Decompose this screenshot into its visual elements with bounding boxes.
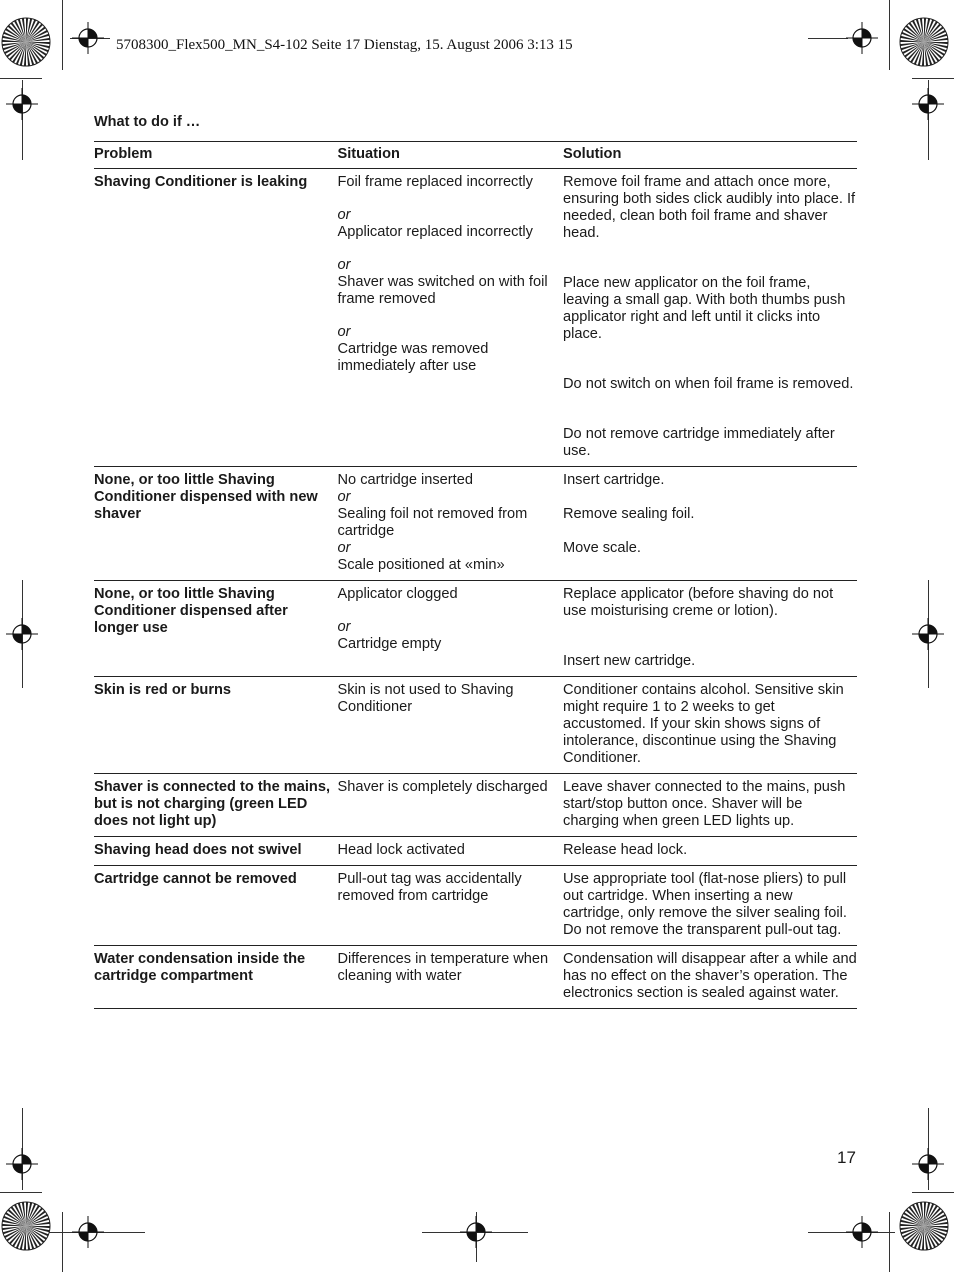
crosshair-icon [842,18,882,58]
solution-text: Release head lock. [563,842,688,858]
situation-cell [337,467,563,581]
trim-line [0,78,42,79]
crosshair-icon [908,1144,948,1184]
situation-text: No cartridge inserted [337,472,473,488]
table-body [94,169,857,1009]
problem-cell: Shaving head does not swivel [94,837,337,866]
situation-text: Applicator clogged [337,586,458,602]
problem-cell: None, or too little Shaving Conditioner dispensed with new shaver [94,467,337,581]
situation-text: Scale positioned at «min» [337,557,505,573]
header-situation: Situation [337,142,563,169]
trim-line [912,78,954,79]
table-row [94,866,857,946]
solution-text: Condensation will disappear after a while and has no effect on the shaver’s operation. The electronics section is sealed against water. [563,951,857,1001]
crosshair-icon [456,1212,496,1252]
solution-cell [563,837,857,866]
crosshair-icon [2,84,42,124]
or-label: or [337,489,351,505]
solution-cell [563,946,857,1009]
situation-text: Differences in temperature when cleaning with water [337,951,549,984]
solution-cell [563,467,857,581]
situation-text: Skin is not used to Shaving Conditioner [337,682,514,715]
solution-text: Place new applicator on the foil frame, leaving a small gap. With both thumbs push applicator right and left until it clicks into place. [563,275,846,342]
situation-text: Shaver was switched on with foil frame removed [337,274,548,307]
starburst-icon [899,1201,949,1251]
table-row [94,837,857,866]
trim-line [62,0,63,70]
table-header-row [94,142,857,169]
situation-text: Cartridge was removed immediately after use [337,341,489,374]
problem-cell: Shaving Conditioner is leaking [94,169,337,467]
problem-cell: Skin is red or burns [94,677,337,774]
table-row [94,677,857,774]
starburst-icon [899,17,949,67]
or-label: or [337,324,351,340]
situation-text: Pull-out tag was accidentally removed from cartridge [337,871,522,904]
starburst-icon [1,1201,51,1251]
situation-cell [337,946,563,1009]
crosshair-icon [2,614,42,654]
solution-text: Do not remove cartridge immediately after use. [563,426,835,459]
or-label: or [337,619,351,635]
situation-text: Shaver is completely discharged [337,779,548,795]
situation-cell [337,169,563,467]
solution-text: Conditioner contains alcohol. Sensitive skin might require 1 to 2 weeks to get accustomed. If your skin shows signs of intolerance, discontinue using the Shaving Conditioner. [563,682,844,766]
solution-text: Remove foil frame and attach once more, ensuring both sides click audibly into place. If needed, clean both foil frame and shaver head. [563,174,856,241]
table-row [94,467,857,581]
situation-text: Sealing foil not removed from cartridge [337,506,528,539]
crosshair-icon [68,1212,108,1252]
crosshair-icon [908,84,948,124]
troubleshooting-table [94,141,857,1009]
situation-cell [337,581,563,677]
table-row [94,946,857,1009]
trim-line [889,1212,890,1272]
situation-cell [337,837,563,866]
solution-text: Move scale. [563,540,641,556]
crosshair-icon [908,614,948,654]
crosshair-icon [842,1212,882,1252]
header-problem: Problem [94,142,337,169]
print-header: 5708300_Flex500_MN_S4-102 Seite 17 Dienstag, 15. August 2006 3:13 15 [116,37,573,53]
solution-cell [563,866,857,946]
trim-line [912,1192,954,1193]
solution-text: Use appropriate tool (flat-nose pliers) to pull out cartridge. When inserting a new cartridge, only remove the silver sealing foil. Do not remove the transparent pull-out tag. [563,871,847,938]
trim-line [62,1212,63,1272]
solution-text: Remove sealing foil. [563,506,695,522]
or-label: or [337,207,351,223]
solution-text: Replace applicator (before shaving do not use moisturising creme or lotion). [563,586,834,619]
trim-line [889,0,890,70]
problem-cell: Water condensation inside the cartridge compartment [94,946,337,1009]
table-row [94,169,857,467]
situation-cell [337,677,563,774]
solution-cell [563,774,857,837]
situation-cell [337,774,563,837]
solution-cell [563,677,857,774]
table-row [94,581,857,677]
solution-text: Insert cartridge. [563,472,665,488]
trim-line [0,1192,42,1193]
page-number: 17 [837,1148,856,1167]
crosshair-icon [68,18,108,58]
situation-text: Applicator replaced incorrectly [337,224,533,240]
table-row [94,774,857,837]
situation-cell [337,866,563,946]
solution-text: Do not switch on when foil frame is removed. [563,376,854,392]
or-label: or [337,257,351,273]
header-solution: Solution [563,142,857,169]
solution-cell [563,169,857,467]
crosshair-icon [2,1144,42,1184]
or-label: or [337,540,351,556]
problem-cell: Shaver is connected to the mains, but is not charging (green LED does not light up) [94,774,337,837]
problem-cell: None, or too little Shaving Conditioner dispensed after longer use [94,581,337,677]
solution-cell [563,581,857,677]
section-title: What to do if … [94,114,201,130]
situation-text: Cartridge empty [337,636,442,652]
solution-text: Leave shaver connected to the mains, push start/stop button once. Shaver will be charging when green LED lights up. [563,779,846,829]
situation-text: Head lock activated [337,842,465,858]
situation-text: Foil frame replaced incorrectly [337,174,533,190]
solution-text: Insert new cartridge. [563,653,696,669]
starburst-icon [1,17,51,67]
problem-cell: Cartridge cannot be removed [94,866,337,946]
